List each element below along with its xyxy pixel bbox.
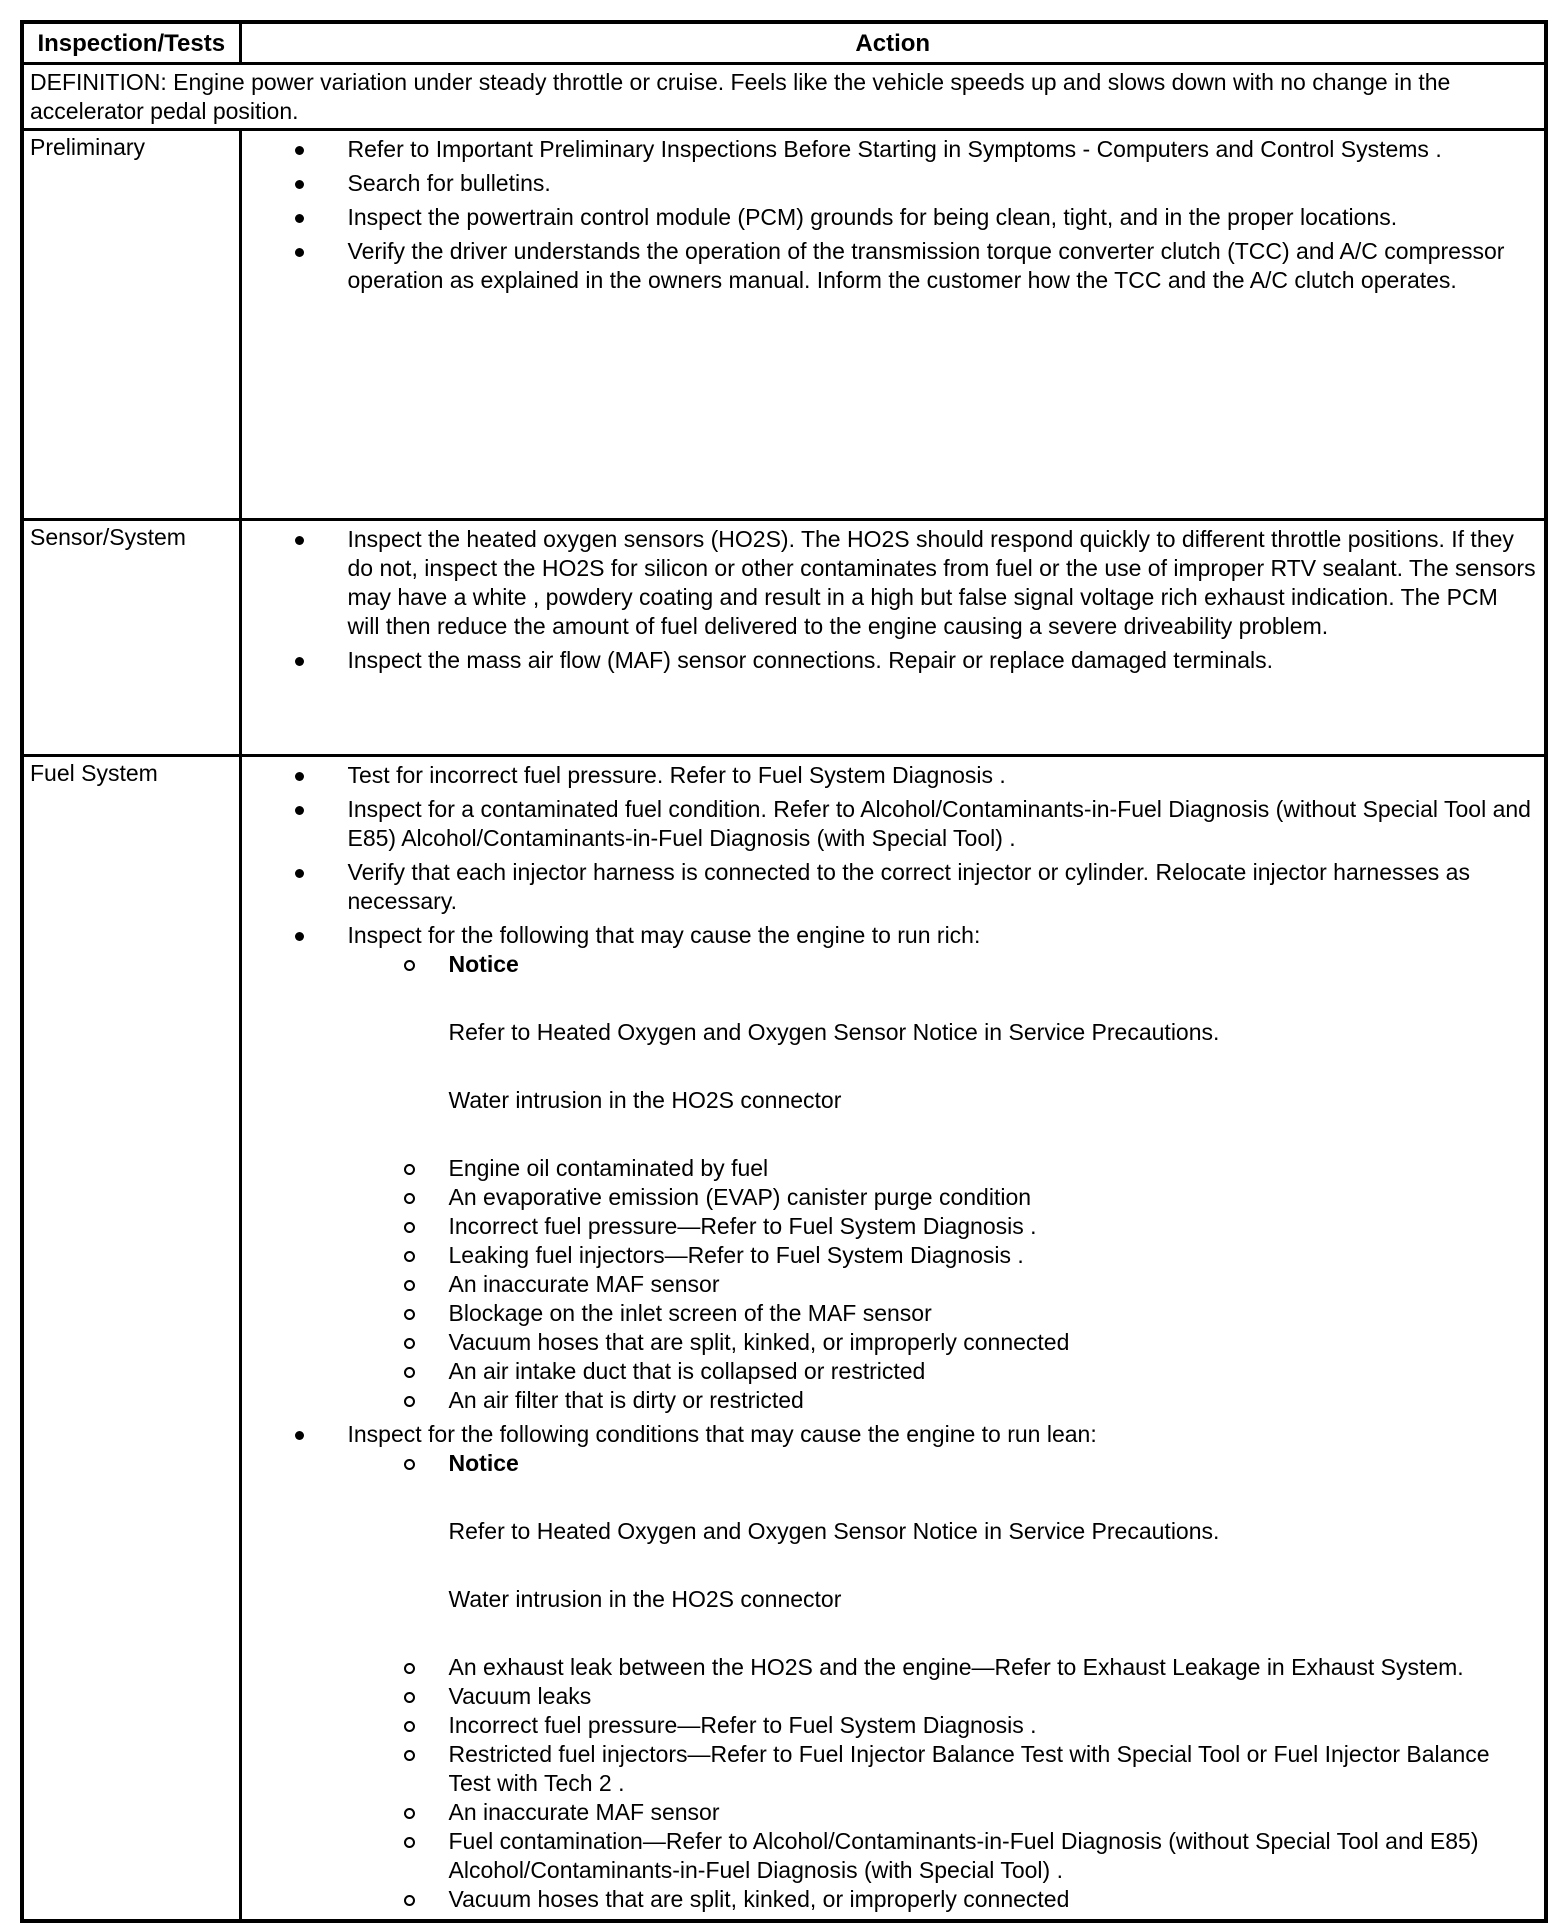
list-item: Fuel contamination—Refer to Alcohol/Contaminants-in-Fuel Diagnosis (without Special Tool and E85) Alcohol/Contaminants-in-Fuel Diagnosis (with Special Tool) .: [242, 1827, 1537, 1885]
list-item: Refer to Important Preliminary Inspections Before Starting in Symptoms - Computers and Control Systems .: [242, 135, 1537, 164]
notice-item: Water intrusion in the HO2S connector: [448, 1087, 842, 1113]
list-item: An exhaust leak between the HO2S and the engine—Refer to Exhaust Leakage in Exhaust System.: [242, 1653, 1537, 1682]
preliminary-label: Preliminary: [22, 130, 240, 520]
rich-intro: Inspect for the following that may cause the engine to run rich:: [347, 922, 981, 948]
list-item: An air intake duct that is collapsed or restricted: [242, 1357, 1537, 1386]
list-item: Verify the driver understands the operation of the transmission torque converter clutch (TCC) and A/C compressor operation as explained in the owners manual. Inform the customer how the TCC and the A/C clutch operates.: [242, 237, 1537, 295]
header-action: Action: [240, 22, 1546, 64]
list-item: An air filter that is dirty or restricted: [242, 1386, 1537, 1415]
list-item: Vacuum hoses that are split, kinked, or improperly connected: [242, 1885, 1537, 1914]
list-item: Search for bulletins.: [242, 169, 1537, 198]
lean-sublist: [348, 1449, 1537, 1914]
list-item: Blockage on the inlet screen of the MAF sensor: [242, 1299, 1537, 1328]
fuel-list: [242, 761, 1537, 1914]
preliminary-row: [22, 130, 1546, 520]
list-item: Test for incorrect fuel pressure. Refer to Fuel System Diagnosis .: [242, 761, 1537, 790]
list-item: An evaporative emission (EVAP) canister purge condition: [242, 1183, 1537, 1212]
sensor-row: [22, 520, 1546, 756]
header-row: [22, 22, 1546, 64]
list-item: An inaccurate MAF sensor: [242, 1270, 1537, 1299]
preliminary-actions: [240, 130, 1546, 520]
definition-row: [22, 64, 1546, 130]
lean-section: [242, 1420, 1537, 1914]
lean-intro: Inspect for the following conditions that may cause the engine to run lean:: [347, 1421, 1097, 1447]
list-item: Inspect the heated oxygen sensors (HO2S). The HO2S should respond quickly to different throttle positions. If they do not, inspect the HO2S for silicon or other contaminates from fuel or the use of improper RTV sealant. The sensors may have a white , powdery coating and result in a high but false signal voltage rich exhaust indication. The PCM will then reduce the amount of fuel delivered to the engine causing a severe driveability problem.: [242, 525, 1537, 641]
list-item: Incorrect fuel pressure—Refer to Fuel System Diagnosis .: [242, 1212, 1537, 1241]
header-inspection-tests: Inspection/Tests: [22, 22, 240, 64]
notice-item: Water intrusion in the HO2S connector: [448, 1586, 842, 1612]
list-item: An inaccurate MAF sensor: [242, 1798, 1537, 1827]
rich-notice: [242, 950, 1537, 1115]
notice-title: Notice: [448, 1450, 519, 1476]
lean-notice: [242, 1449, 1537, 1614]
list-item: Inspect the powertrain control module (PCM) grounds for being clean, tight, and in the proper locations.: [242, 203, 1537, 232]
sensor-list: [242, 525, 1537, 675]
list-item: Inspect the mass air flow (MAF) sensor connections. Repair or replace damaged terminals.: [242, 646, 1537, 675]
list-item: Vacuum hoses that are split, kinked, or improperly connected: [242, 1328, 1537, 1357]
notice-text: Refer to Heated Oxygen and Oxygen Sensor Notice in Service Precautions.: [448, 1019, 1220, 1045]
fuel-row: [22, 756, 1546, 1922]
list-item: Vacuum leaks: [242, 1682, 1537, 1711]
sensor-actions: [240, 520, 1546, 756]
list-item: Leaking fuel injectors—Refer to Fuel System Diagnosis .: [242, 1241, 1537, 1270]
preliminary-list: [242, 135, 1537, 295]
list-item: Verify that each injector harness is connected to the correct injector or cylinder. Relocate injector harnesses as necessary.: [242, 858, 1537, 916]
rich-sublist: [348, 950, 1537, 1415]
list-item: Inspect for a contaminated fuel condition. Refer to Alcohol/Contaminants-in-Fuel Diagnosis (without Special Tool and E85) Alcohol/Contaminants-in-Fuel Diagnosis (with Special Tool) .: [242, 795, 1537, 853]
sensor-label: Sensor/System: [22, 520, 240, 756]
diagnosis-table: [20, 20, 1548, 1923]
definition-text: DEFINITION: Engine power variation under steady throttle or cruise. Feels like the vehicle speeds up and slows down with no change in the accelerator pedal position.: [22, 64, 1546, 130]
notice-title: Notice: [448, 951, 519, 977]
fuel-label: Fuel System: [22, 756, 240, 1922]
fuel-actions: [240, 756, 1546, 1922]
list-item: Incorrect fuel pressure—Refer to Fuel System Diagnosis .: [242, 1711, 1537, 1740]
notice-text: Refer to Heated Oxygen and Oxygen Sensor Notice in Service Precautions.: [448, 1518, 1220, 1544]
list-item: Restricted fuel injectors—Refer to Fuel Injector Balance Test with Special Tool or Fuel Injector Balance Test with Tech 2 .: [242, 1740, 1537, 1798]
rich-section: [242, 921, 1537, 1415]
list-item: Engine oil contaminated by fuel: [242, 1154, 1537, 1183]
